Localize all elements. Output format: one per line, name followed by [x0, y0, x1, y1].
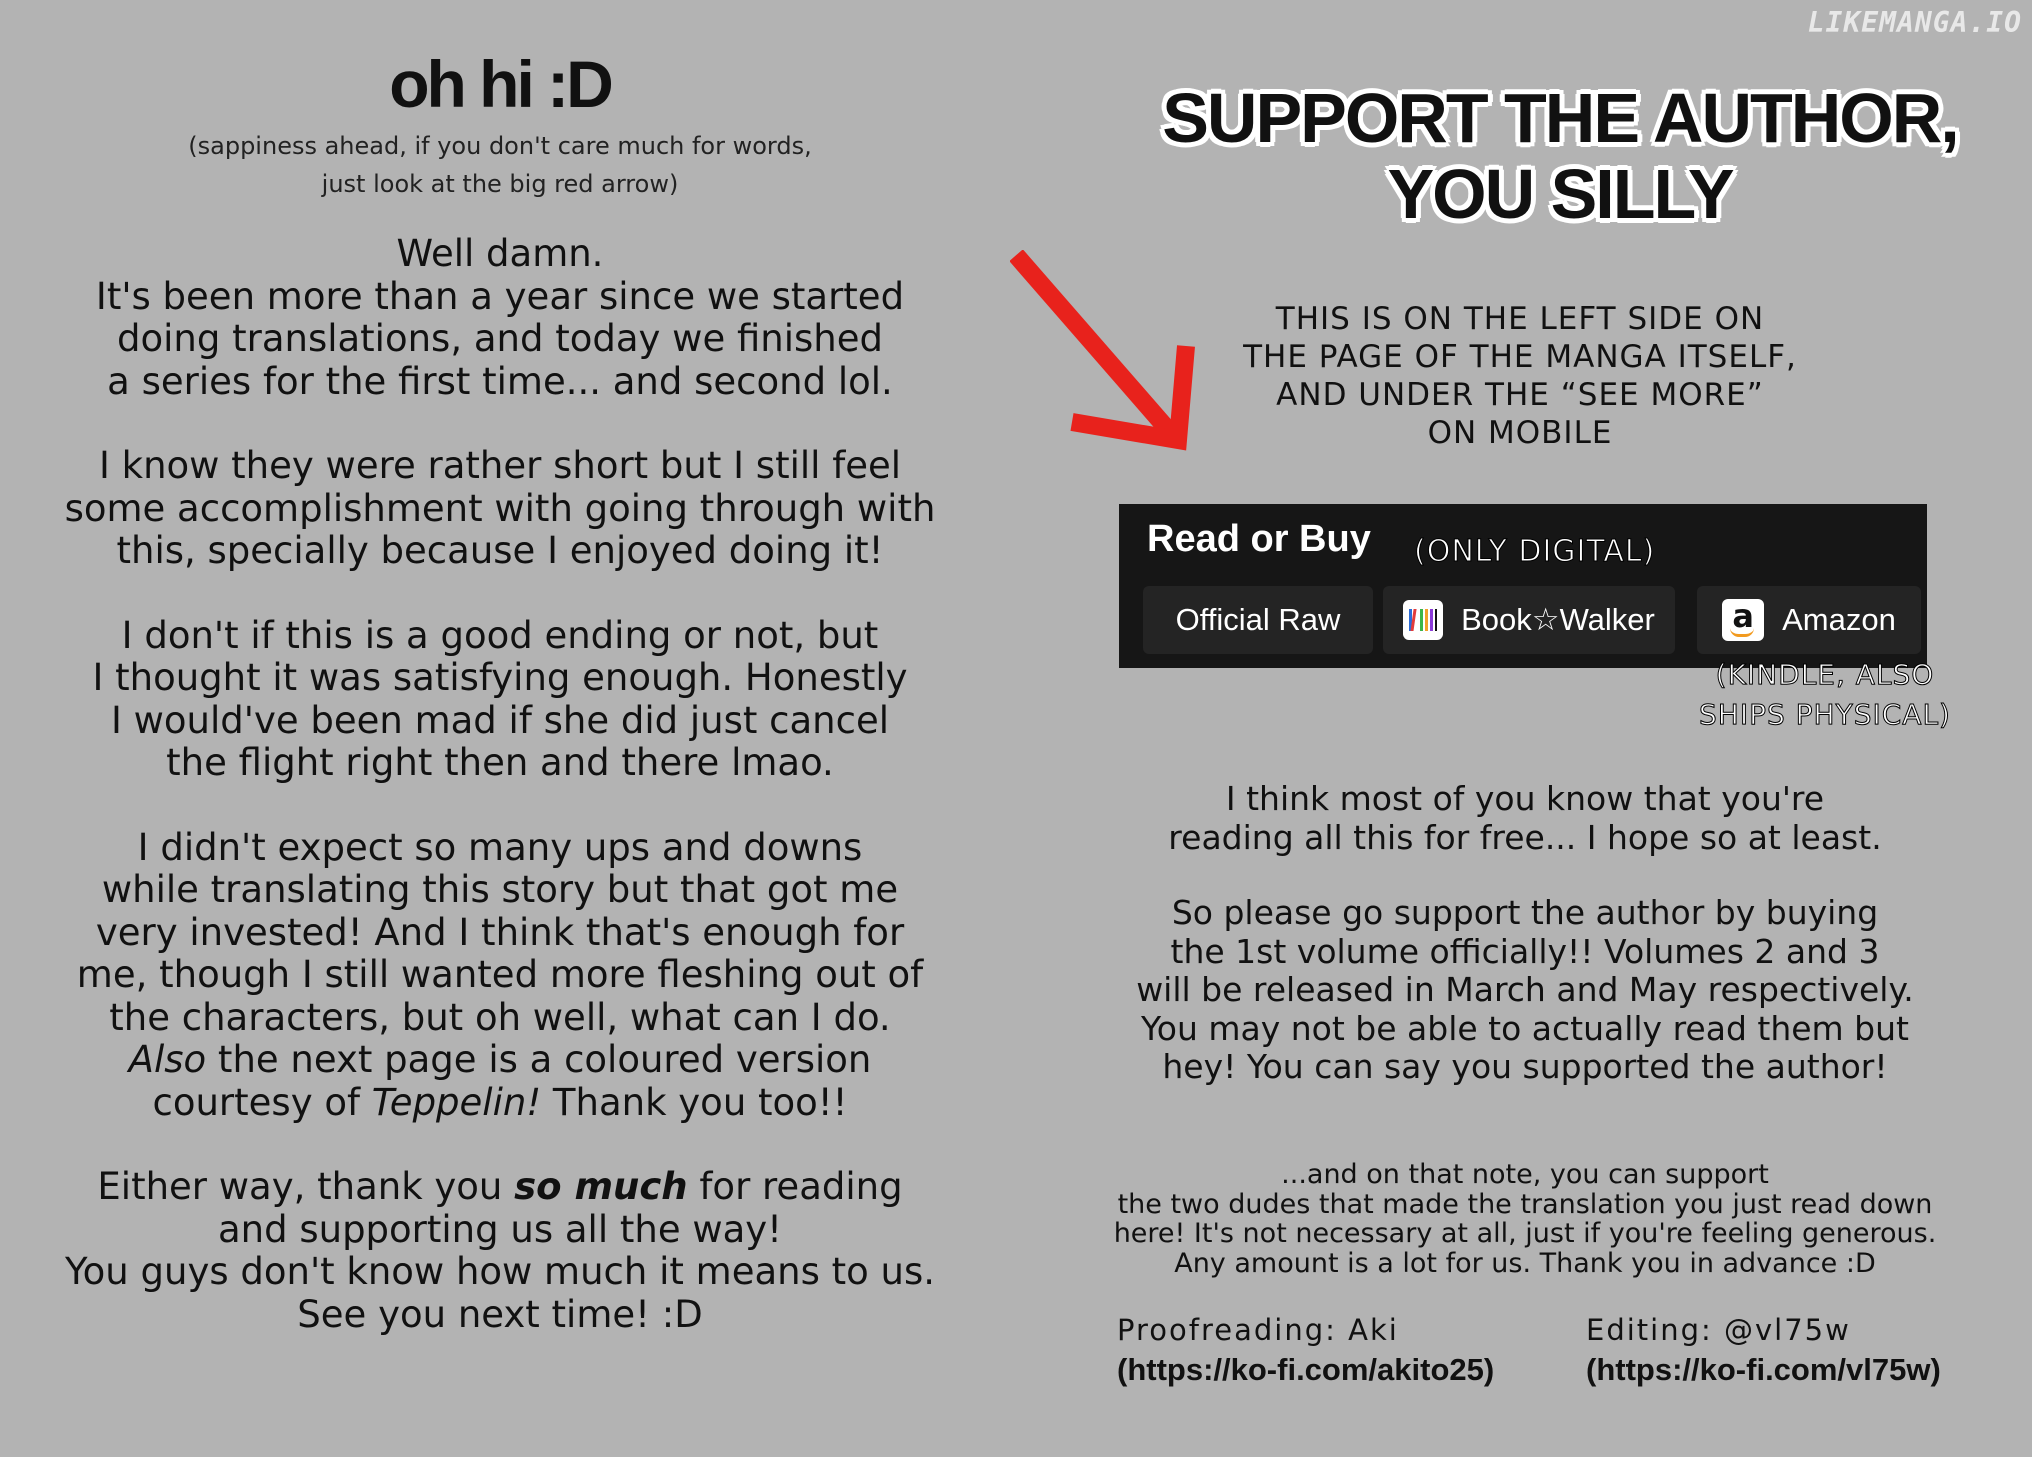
red-arrow-icon: [1010, 250, 1200, 460]
official-raw-button[interactable]: [1143, 586, 1373, 654]
thanks-paragraph-2: I know they were rather short but I still feel some accomplishment with going through with this, specially because I enjoyed doing it!: [64, 444, 936, 573]
kindle-note: (KINDLE, ALSO SHIPS PHYSICAL): [1699, 658, 1951, 731]
editing-link[interactable]: (https://ko-fi.com/vl75w): [1586, 1352, 1941, 1387]
thanks-paragraph-5-rest: for reading and supporting us all the way! You guys don't know how much it means to us. See you next time! :D: [64, 1165, 936, 1336]
amazon-icon: a: [1722, 599, 1764, 641]
thanks-paragraph-4-mid: the next page is a coloured version courtesy of: [152, 1038, 872, 1124]
proofreading-credit: [1117, 1310, 1494, 1390]
editing-label: Editing: @vl75w: [1586, 1313, 1851, 1347]
amazon-button[interactable]: [1697, 586, 1921, 654]
link-location-note: THIS IS ON THE LEFT SIDE ON THE PAGE OF THE MANGA ITSELF, AND UNDER THE “SEE MORE” ON MOBILE: [1243, 301, 1797, 451]
only-digital-note: (ONLY DIGITAL): [1414, 534, 1656, 569]
thanks-paragraph-4-main: I didn't expect so many ups and downs while translating this story but that got me very invested! And I think that's enough for me, though I still wanted more fleshing out of the characters, but oh well, what can I do.: [76, 825, 924, 1039]
also-emphasis: Also: [128, 1038, 207, 1082]
bookwalker-button[interactable]: [1383, 586, 1675, 654]
so-much-emphasis: so much: [514, 1165, 688, 1209]
free-reading-paragraph: I think most of you know that you're reading all this for free... I hope so at least.: [1168, 779, 1882, 857]
read-or-buy-panel: [1119, 504, 1927, 668]
greeting-title: oh hi :D: [389, 47, 611, 121]
thanks-paragraph-5-start: Either way, thank you: [97, 1165, 515, 1209]
support-translators-paragraph: ...and on that note, you can support the two dudes that made the translation you just read down here! It's not necessary at all, just if you're feeling generous. Any amount is a lot for us. Thank you in advance :D: [1113, 1159, 1937, 1279]
thanks-paragraph-1: Well damn. It's been more than a year since we started doing translations, and today we finished a series for the first time... and second lol.: [95, 232, 905, 403]
bookwalker-label: Book☆Walker: [1461, 602, 1655, 637]
colorist-name: Teppelin!: [371, 1080, 542, 1124]
bookwalker-icon: [1403, 600, 1443, 640]
thanks-paragraph-4-end: Thank you too!!: [541, 1080, 848, 1124]
editing-credit: [1586, 1310, 1941, 1390]
thanks-paragraph-3: I don't if this is a good ending or not, but I thought it was satisfying enough. Honestly I would've been mad if she did just cancel the flight right then and there lmao.: [92, 613, 908, 785]
support-title: SUPPORT THE AUTHOR, YOU SILLY: [1162, 79, 1958, 233]
proofreading-link[interactable]: (https://ko-fi.com/akito25): [1117, 1352, 1495, 1387]
site-watermark: LIKEMANGA.IO: [1807, 6, 2022, 39]
thanks-paragraph-4: [40, 827, 960, 1125]
read-or-buy-heading: Read or Buy: [1147, 518, 1371, 560]
greeting-subtitle: (sappiness ahead, if you don't care much for words, just look at the big red arrow): [188, 132, 812, 199]
official-raw-label: Official Raw: [1175, 602, 1341, 637]
amazon-label: Amazon: [1782, 602, 1896, 637]
thanks-paragraph-5: [40, 1166, 960, 1336]
thanks-column: [40, 40, 960, 1378]
buy-volume-paragraph: So please go support the author by buying the 1st volume officially!! Volumes 2 and 3 will be released in March and May respectively. You may not be able to actually read them but hey! You can say you supported the author!: [1136, 893, 1914, 1086]
proofreading-label: Proofreading: Aki: [1117, 1313, 1399, 1347]
